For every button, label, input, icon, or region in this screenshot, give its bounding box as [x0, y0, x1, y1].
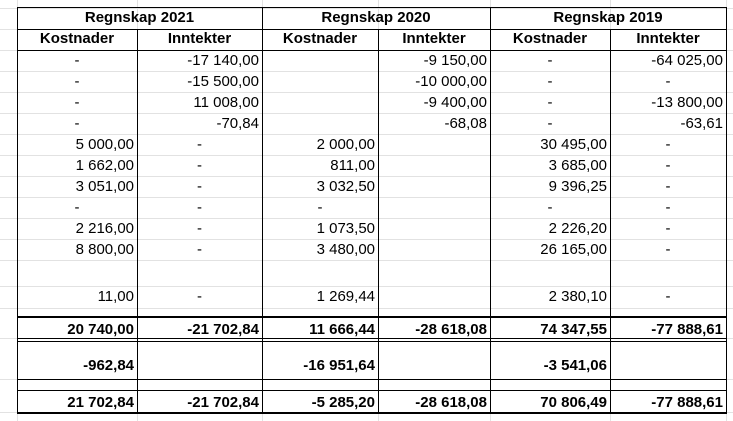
table-cell: - — [547, 73, 553, 90]
balance-cell: -77 888,61 — [651, 394, 723, 411]
table-cell: 9 396,25 — [548, 178, 607, 195]
table-cell — [137, 261, 262, 281]
table-cell: 1 269,44 — [316, 288, 375, 305]
table-cell: - — [665, 199, 671, 216]
table-cell: -9 150,00 — [423, 52, 487, 69]
table-cell: - — [74, 115, 80, 132]
balance-cell: 21 702,84 — [67, 394, 134, 411]
difference-cell: -962,84 — [83, 357, 134, 374]
balance-cell: -21 702,84 — [187, 394, 259, 411]
table-cell: 5 000,00 — [75, 136, 134, 153]
table-cell: -68,08 — [444, 115, 487, 132]
table-cell — [378, 240, 490, 260]
table-cell: 2 000,00 — [316, 136, 375, 153]
table-cell — [378, 156, 490, 176]
table-cell: -64 025,00 — [651, 52, 723, 69]
table-cell: 26 165,00 — [540, 241, 607, 258]
column-header-inntekter: Inntekter — [167, 30, 232, 47]
table-cell — [262, 93, 378, 113]
border-totals-bottom — [17, 338, 727, 339]
border-totals-top — [17, 316, 727, 318]
total-cell: -77 888,61 — [651, 321, 723, 338]
table-cell — [378, 287, 490, 307]
total-cell: -28 618,08 — [415, 321, 487, 338]
balance-cell: -28 618,08 — [415, 394, 487, 411]
column-header-kostnader: Kostnader — [282, 30, 358, 47]
border-top — [17, 7, 727, 8]
table-cell — [262, 114, 378, 134]
column-header-kostnader: Kostnader — [39, 30, 115, 47]
table-cell: 1 662,00 — [75, 157, 134, 174]
table-cell: 8 800,00 — [75, 241, 134, 258]
table-cell — [378, 261, 490, 281]
table-cell: - — [74, 199, 80, 216]
table-cell: 1 073,50 — [316, 220, 375, 237]
table-cell: -70,84 — [216, 115, 259, 132]
border-vertical — [726, 7, 727, 414]
table-cell — [262, 72, 378, 92]
total-cell: 11 666,44 — [309, 321, 375, 338]
table-cell — [262, 261, 378, 281]
table-cell: 11 008,00 — [193, 94, 259, 111]
border-vertical — [262, 7, 263, 414]
section-title: Regnskap 2019 — [553, 9, 663, 26]
table-cell: 3 480,00 — [316, 241, 375, 258]
table-cell: 11,00 — [97, 288, 134, 305]
balance-cell: 70 806,49 — [540, 394, 607, 411]
total-cell: 20 740,00 — [67, 321, 134, 338]
table-cell: - — [197, 220, 202, 237]
table-cell: - — [665, 157, 671, 174]
table-cell — [17, 261, 137, 281]
border-header-bottom — [17, 50, 727, 51]
table-cell: 3 032,50 — [316, 178, 375, 195]
table-cell — [490, 261, 610, 281]
table-cell — [378, 135, 490, 155]
border-vertical — [490, 7, 491, 414]
difference-cell — [137, 356, 262, 376]
table-cell: - — [197, 136, 202, 153]
difference-cell — [610, 356, 726, 376]
table-cell: - — [665, 241, 671, 258]
table-cell — [378, 198, 490, 218]
table-cell: - — [197, 157, 202, 174]
balance-cell: -5 285,20 — [311, 394, 375, 411]
table-cell: 3 685,00 — [548, 157, 607, 174]
border-vertical-inner — [610, 29, 611, 414]
table-cell: - — [665, 178, 671, 195]
border-vertical-inner — [137, 29, 138, 414]
border-balance-top — [17, 390, 727, 391]
difference-cell: -16 951,64 — [303, 357, 375, 374]
table-cell: - — [547, 199, 553, 216]
table-cell: 811,00 — [330, 157, 375, 174]
table-cell: - — [74, 52, 80, 69]
table-cell: - — [197, 241, 202, 258]
table-cell: - — [547, 52, 553, 69]
table-cell — [378, 219, 490, 239]
border-vertical-inner — [378, 29, 379, 414]
table-cell: 2 226,20 — [548, 220, 607, 237]
border-header-title — [17, 29, 727, 30]
table-cell: - — [197, 199, 202, 216]
table-cell: - — [197, 178, 202, 195]
table-cell: - — [317, 199, 323, 216]
table-cell: -63,61 — [680, 115, 723, 132]
total-cell: -21 702,84 — [187, 321, 259, 338]
table-cell: -10 000,00 — [415, 73, 487, 90]
difference-cell: -3 541,06 — [543, 357, 607, 374]
table-cell — [262, 51, 378, 71]
border-diff-bottom — [17, 379, 727, 380]
table-cell: - — [665, 136, 671, 153]
table-cell: 3 051,00 — [75, 178, 134, 195]
column-header-kostnader: Kostnader — [512, 30, 588, 47]
table-cell: - — [74, 94, 80, 111]
table-cell — [610, 261, 726, 281]
table-cell: - — [197, 288, 202, 305]
table-cell: - — [665, 220, 671, 237]
table-cell: - — [74, 73, 80, 90]
table-cell: -17 140,00 — [187, 52, 259, 69]
column-header-inntekter: Inntekter — [636, 30, 700, 47]
table-cell: -13 800,00 — [651, 94, 723, 111]
table-cell: -15 500,00 — [187, 73, 259, 90]
total-cell: 74 347,55 — [540, 321, 607, 338]
border-diff-top — [17, 341, 727, 342]
table-cell — [378, 177, 490, 197]
section-title: Regnskap 2020 — [321, 9, 431, 26]
table-cell: - — [665, 73, 671, 90]
gridline-h — [0, 308, 733, 309]
border-vertical — [17, 7, 18, 414]
column-header-inntekter: Inntekter — [402, 30, 466, 47]
table-cell: 30 495,00 — [540, 136, 607, 153]
table-cell: - — [665, 288, 671, 305]
section-title: Regnskap 2021 — [84, 9, 195, 26]
difference-cell — [378, 356, 490, 376]
table-cell: -9 400,00 — [423, 94, 487, 111]
table-cell: - — [547, 115, 553, 132]
table-cell: - — [547, 94, 553, 111]
border-bottom — [17, 412, 727, 414]
table-cell: 2 216,00 — [75, 220, 134, 237]
table-cell: 2 380,10 — [548, 288, 607, 305]
